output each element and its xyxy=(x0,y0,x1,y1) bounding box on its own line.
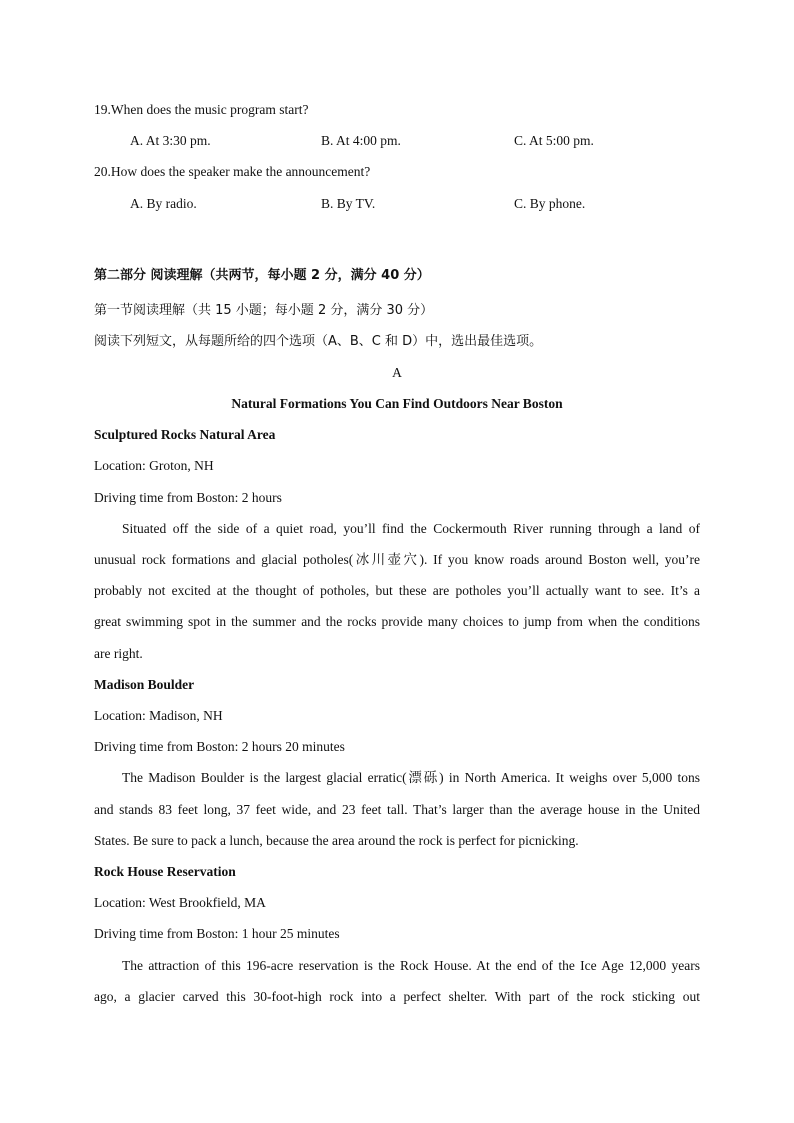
paragraph-line: probably not excited at the thought of potholes, but these are potholes you’ll actually want to see. It’s a xyxy=(94,583,700,598)
question-19: 19.When does the music program start? xyxy=(94,102,309,117)
paragraph-line: unusual rock formations and glacial potholes(冰川壶穴). If you know roads around Boston well, you’re xyxy=(94,552,700,567)
paragraph-line: ago, a glacier carved this 30-foot-high rock into a perfect shelter. With part of the rock sticking out xyxy=(94,989,700,1004)
paragraph-line: great swimming spot in the summer and the rocks provide many choices to jump from when the conditions xyxy=(94,614,700,629)
place-name: Sculptured Rocks Natural Area xyxy=(94,427,276,442)
paragraph-line: The Madison Boulder is the largest glacial erratic(漂砾) in North America. It weighs over 5,000 tons xyxy=(122,770,700,785)
place-driving-time: Driving time from Boston: 2 hours 20 minutes xyxy=(94,739,345,754)
q20-option-c: C. By phone. xyxy=(514,196,586,211)
paragraph-line: Situated off the side of a quiet road, you’ll find the Cockermouth River running through a land of xyxy=(122,521,700,536)
place-name: Madison Boulder xyxy=(94,677,195,692)
paragraph-line: States. Be sure to pack a lunch, because the area around the rock is perfect for picnicking. xyxy=(94,833,579,848)
part2-heading: 第二部分 阅读理解（共两节，每小题 2 分，满分 40 分） xyxy=(94,268,430,283)
q19-option-b: B. At 4:00 pm. xyxy=(321,133,401,148)
paragraph-line: and stands 83 feet long, 37 feet wide, and 23 feet tall. That’s larger than the average house in the United xyxy=(94,802,700,817)
passage-letter: A xyxy=(392,365,402,380)
section1-heading: 第一节阅读理解（共 15 小题；每小题 2 分，满分 30 分） xyxy=(94,303,434,318)
question-20: 20.How does the speaker make the announcement? xyxy=(94,164,371,179)
q20-option-a: A. By radio. xyxy=(130,196,197,211)
q19-option-c: C. At 5:00 pm. xyxy=(514,133,594,148)
q19-option-a: A. At 3:30 pm. xyxy=(130,133,211,148)
place-driving-time: Driving time from Boston: 1 hour 25 minutes xyxy=(94,926,340,941)
place-name: Rock House Reservation xyxy=(94,864,236,879)
paragraph-line: The attraction of this 196-acre reservation is the Rock House. At the end of the Ice Age 12,000 years xyxy=(122,958,700,973)
paragraph-line: are right. xyxy=(94,646,143,661)
place-driving-time: Driving time from Boston: 2 hours xyxy=(94,490,282,505)
place-location: Location: West Brookfield, MA xyxy=(94,895,266,910)
passage-title: Natural Formations You Can Find Outdoors Near Boston xyxy=(231,396,563,411)
reading-instruction: 阅读下列短文，从每题所给的四个选项（A、B、C 和 D）中，选出最佳选项。 xyxy=(94,334,543,349)
place-location: Location: Groton, NH xyxy=(94,458,214,473)
q20-option-b: B. By TV. xyxy=(321,196,376,211)
place-location: Location: Madison, NH xyxy=(94,708,223,723)
